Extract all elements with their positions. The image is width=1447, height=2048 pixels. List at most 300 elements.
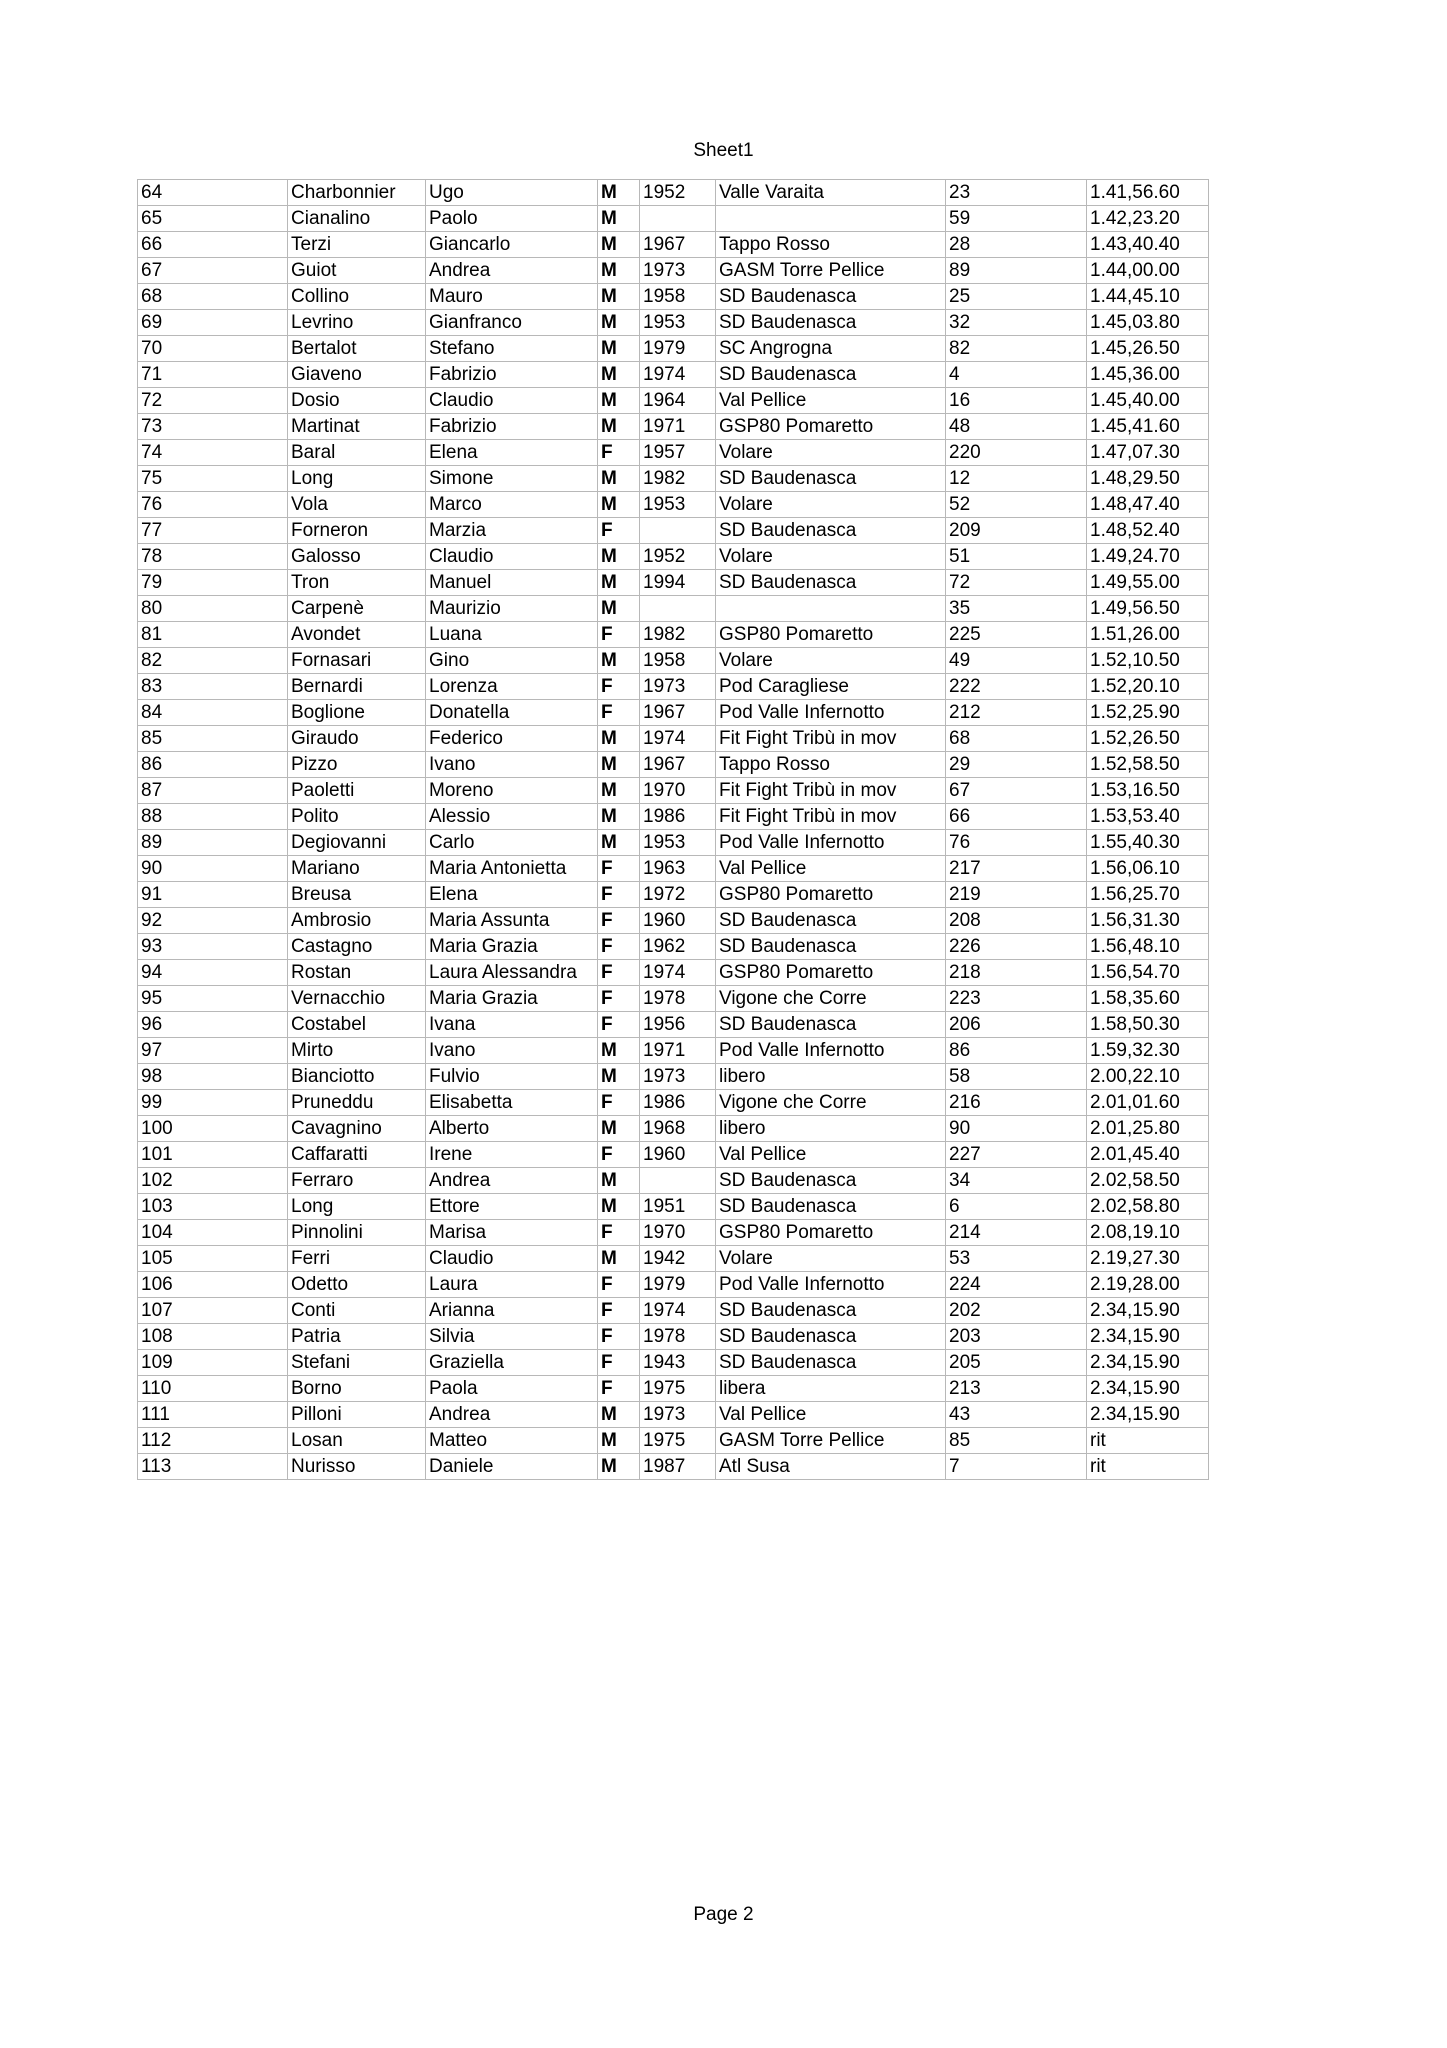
year-cell: 1973 bbox=[640, 674, 716, 700]
surname-cell: Conti bbox=[288, 1298, 426, 1324]
bib-cell: 6 bbox=[946, 1194, 1087, 1220]
bib-cell: 225 bbox=[946, 622, 1087, 648]
year-cell: 1974 bbox=[640, 1298, 716, 1324]
surname-cell: Martinat bbox=[288, 414, 426, 440]
table-row bbox=[138, 518, 1209, 544]
club-cell: Pod Valle Infernotto bbox=[716, 1272, 946, 1298]
club-cell: libero bbox=[716, 1116, 946, 1142]
year-cell: 1958 bbox=[640, 648, 716, 674]
time-cell: 1.56,48.10 bbox=[1087, 934, 1209, 960]
bib-cell: 218 bbox=[946, 960, 1087, 986]
sex-cell: F bbox=[598, 440, 640, 466]
rank-cell: 90 bbox=[138, 856, 288, 882]
rank-cell: 81 bbox=[138, 622, 288, 648]
sex-cell: M bbox=[598, 258, 640, 284]
table-row bbox=[138, 1168, 1209, 1194]
year-cell: 1975 bbox=[640, 1428, 716, 1454]
rank-cell: 100 bbox=[138, 1116, 288, 1142]
bib-cell: 66 bbox=[946, 804, 1087, 830]
surname-cell: Fornasari bbox=[288, 648, 426, 674]
name-cell: Paola bbox=[426, 1376, 598, 1402]
name-cell: Claudio bbox=[426, 1246, 598, 1272]
time-cell: 2.34,15.90 bbox=[1087, 1324, 1209, 1350]
time-cell: 1.52,25.90 bbox=[1087, 700, 1209, 726]
rank-cell: 85 bbox=[138, 726, 288, 752]
surname-cell: Levrino bbox=[288, 310, 426, 336]
sex-cell: F bbox=[598, 1142, 640, 1168]
time-cell: 2.01,45.40 bbox=[1087, 1142, 1209, 1168]
club-cell bbox=[716, 206, 946, 232]
sex-cell: F bbox=[598, 1272, 640, 1298]
sex-cell: F bbox=[598, 934, 640, 960]
rank-cell: 80 bbox=[138, 596, 288, 622]
surname-cell: Dosio bbox=[288, 388, 426, 414]
surname-cell: Breusa bbox=[288, 882, 426, 908]
table-row bbox=[138, 882, 1209, 908]
table-row bbox=[138, 1064, 1209, 1090]
name-cell: Claudio bbox=[426, 544, 598, 570]
year-cell: 1973 bbox=[640, 1402, 716, 1428]
year-cell: 1974 bbox=[640, 726, 716, 752]
sex-cell: M bbox=[598, 1402, 640, 1428]
name-cell: Claudio bbox=[426, 388, 598, 414]
surname-cell: Odetto bbox=[288, 1272, 426, 1298]
name-cell: Moreno bbox=[426, 778, 598, 804]
table-row bbox=[138, 1012, 1209, 1038]
bib-cell: 224 bbox=[946, 1272, 1087, 1298]
bib-cell: 68 bbox=[946, 726, 1087, 752]
time-cell: 1.49,55.00 bbox=[1087, 570, 1209, 596]
bib-cell: 52 bbox=[946, 492, 1087, 518]
club-cell: SD Baudenasca bbox=[716, 284, 946, 310]
time-cell: 1.44,00.00 bbox=[1087, 258, 1209, 284]
table-row bbox=[138, 830, 1209, 856]
time-cell: 2.19,28.00 bbox=[1087, 1272, 1209, 1298]
bib-cell: 217 bbox=[946, 856, 1087, 882]
bib-cell: 90 bbox=[946, 1116, 1087, 1142]
table-row bbox=[138, 1272, 1209, 1298]
bib-cell: 223 bbox=[946, 986, 1087, 1012]
year-cell: 1979 bbox=[640, 1272, 716, 1298]
club-cell bbox=[716, 596, 946, 622]
sex-cell: M bbox=[598, 1038, 640, 1064]
time-cell: 1.49,24.70 bbox=[1087, 544, 1209, 570]
rank-cell: 94 bbox=[138, 960, 288, 986]
sex-cell: M bbox=[598, 778, 640, 804]
table-row bbox=[138, 700, 1209, 726]
club-cell: Volare bbox=[716, 1246, 946, 1272]
name-cell: Daniele bbox=[426, 1454, 598, 1480]
bib-cell: 28 bbox=[946, 232, 1087, 258]
table-row bbox=[138, 206, 1209, 232]
table-row bbox=[138, 258, 1209, 284]
rank-cell: 74 bbox=[138, 440, 288, 466]
table-row bbox=[138, 440, 1209, 466]
sex-cell: M bbox=[598, 1428, 640, 1454]
name-cell: Giancarlo bbox=[426, 232, 598, 258]
year-cell bbox=[640, 596, 716, 622]
year-cell: 1963 bbox=[640, 856, 716, 882]
sex-cell: M bbox=[598, 466, 640, 492]
time-cell: 1.52,20.10 bbox=[1087, 674, 1209, 700]
surname-cell: Paoletti bbox=[288, 778, 426, 804]
time-cell: 1.58,35.60 bbox=[1087, 986, 1209, 1012]
time-cell: 1.45,03.80 bbox=[1087, 310, 1209, 336]
club-cell: Volare bbox=[716, 440, 946, 466]
sex-cell: M bbox=[598, 1168, 640, 1194]
surname-cell: Long bbox=[288, 466, 426, 492]
club-cell: Val Pellice bbox=[716, 1142, 946, 1168]
table-row bbox=[138, 908, 1209, 934]
sex-cell: M bbox=[598, 1194, 640, 1220]
sex-cell: M bbox=[598, 336, 640, 362]
club-cell: SD Baudenasca bbox=[716, 1324, 946, 1350]
name-cell: Stefano bbox=[426, 336, 598, 362]
surname-cell: Polito bbox=[288, 804, 426, 830]
rank-cell: 70 bbox=[138, 336, 288, 362]
bib-cell: 85 bbox=[946, 1428, 1087, 1454]
club-cell: Volare bbox=[716, 544, 946, 570]
rank-cell: 87 bbox=[138, 778, 288, 804]
bib-cell: 53 bbox=[946, 1246, 1087, 1272]
name-cell: Ivana bbox=[426, 1012, 598, 1038]
year-cell: 1953 bbox=[640, 830, 716, 856]
table-row bbox=[138, 1142, 1209, 1168]
table-row bbox=[138, 1090, 1209, 1116]
name-cell: Maria Antonietta bbox=[426, 856, 598, 882]
year-cell: 1956 bbox=[640, 1012, 716, 1038]
rank-cell: 104 bbox=[138, 1220, 288, 1246]
table-row bbox=[138, 804, 1209, 830]
name-cell: Maria Grazia bbox=[426, 934, 598, 960]
rank-cell: 111 bbox=[138, 1402, 288, 1428]
rank-cell: 67 bbox=[138, 258, 288, 284]
name-cell: Gino bbox=[426, 648, 598, 674]
club-cell: SD Baudenasca bbox=[716, 466, 946, 492]
table-row bbox=[138, 778, 1209, 804]
time-cell: rit bbox=[1087, 1454, 1209, 1480]
bib-cell: 222 bbox=[946, 674, 1087, 700]
sex-cell: M bbox=[598, 570, 640, 596]
time-cell: 1.52,26.50 bbox=[1087, 726, 1209, 752]
bib-cell: 7 bbox=[946, 1454, 1087, 1480]
year-cell: 1978 bbox=[640, 986, 716, 1012]
time-cell: 1.59,32.30 bbox=[1087, 1038, 1209, 1064]
rank-cell: 65 bbox=[138, 206, 288, 232]
name-cell: Mauro bbox=[426, 284, 598, 310]
time-cell: rit bbox=[1087, 1428, 1209, 1454]
table-row bbox=[138, 570, 1209, 596]
sex-cell: M bbox=[598, 1454, 640, 1480]
club-cell: GSP80 Pomaretto bbox=[716, 882, 946, 908]
name-cell: Elena bbox=[426, 440, 598, 466]
bib-cell: 43 bbox=[946, 1402, 1087, 1428]
name-cell: Fabrizio bbox=[426, 414, 598, 440]
name-cell: Alessio bbox=[426, 804, 598, 830]
club-cell: Vigone che Corre bbox=[716, 1090, 946, 1116]
rank-cell: 88 bbox=[138, 804, 288, 830]
table-row bbox=[138, 1324, 1209, 1350]
club-cell: SD Baudenasca bbox=[716, 934, 946, 960]
surname-cell: Pinnolini bbox=[288, 1220, 426, 1246]
name-cell: Marco bbox=[426, 492, 598, 518]
rank-cell: 95 bbox=[138, 986, 288, 1012]
sex-cell: M bbox=[598, 414, 640, 440]
rank-cell: 109 bbox=[138, 1350, 288, 1376]
club-cell: GSP80 Pomaretto bbox=[716, 414, 946, 440]
club-cell: GSP80 Pomaretto bbox=[716, 622, 946, 648]
sex-cell: F bbox=[598, 700, 640, 726]
club-cell: GSP80 Pomaretto bbox=[716, 1220, 946, 1246]
time-cell: 1.56,31.30 bbox=[1087, 908, 1209, 934]
time-cell: 2.02,58.80 bbox=[1087, 1194, 1209, 1220]
rank-cell: 103 bbox=[138, 1194, 288, 1220]
rank-cell: 96 bbox=[138, 1012, 288, 1038]
bib-cell: 220 bbox=[946, 440, 1087, 466]
club-cell: Pod Valle Infernotto bbox=[716, 700, 946, 726]
club-cell: SD Baudenasca bbox=[716, 1194, 946, 1220]
sex-cell: M bbox=[598, 232, 640, 258]
bib-cell: 58 bbox=[946, 1064, 1087, 1090]
sex-cell: F bbox=[598, 674, 640, 700]
sex-cell: M bbox=[598, 726, 640, 752]
name-cell: Ivano bbox=[426, 1038, 598, 1064]
table-row bbox=[138, 180, 1209, 206]
bib-cell: 51 bbox=[946, 544, 1087, 570]
sex-cell: F bbox=[598, 1376, 640, 1402]
time-cell: 1.49,56.50 bbox=[1087, 596, 1209, 622]
table-row bbox=[138, 336, 1209, 362]
table-row bbox=[138, 622, 1209, 648]
club-cell: GASM Torre Pellice bbox=[716, 258, 946, 284]
results-table bbox=[137, 179, 1209, 1480]
year-cell: 1970 bbox=[640, 778, 716, 804]
rank-cell: 91 bbox=[138, 882, 288, 908]
sex-cell: M bbox=[598, 544, 640, 570]
name-cell: Donatella bbox=[426, 700, 598, 726]
surname-cell: Stefani bbox=[288, 1350, 426, 1376]
sex-cell: M bbox=[598, 206, 640, 232]
year-cell: 1973 bbox=[640, 258, 716, 284]
club-cell: Volare bbox=[716, 648, 946, 674]
time-cell: 2.08,19.10 bbox=[1087, 1220, 1209, 1246]
name-cell: Maria Grazia bbox=[426, 986, 598, 1012]
bib-cell: 227 bbox=[946, 1142, 1087, 1168]
sex-cell: F bbox=[598, 882, 640, 908]
year-cell: 1942 bbox=[640, 1246, 716, 1272]
rank-cell: 89 bbox=[138, 830, 288, 856]
surname-cell: Rostan bbox=[288, 960, 426, 986]
table-row bbox=[138, 414, 1209, 440]
surname-cell: Mariano bbox=[288, 856, 426, 882]
rank-cell: 107 bbox=[138, 1298, 288, 1324]
year-cell: 1986 bbox=[640, 804, 716, 830]
club-cell: Val Pellice bbox=[716, 856, 946, 882]
rank-cell: 75 bbox=[138, 466, 288, 492]
sex-cell: M bbox=[598, 596, 640, 622]
name-cell: Maria Assunta bbox=[426, 908, 598, 934]
table-row bbox=[138, 284, 1209, 310]
rank-cell: 108 bbox=[138, 1324, 288, 1350]
time-cell: 1.42,23.20 bbox=[1087, 206, 1209, 232]
club-cell: Tappo Rosso bbox=[716, 232, 946, 258]
table-row bbox=[138, 1350, 1209, 1376]
surname-cell: Castagno bbox=[288, 934, 426, 960]
table-row bbox=[138, 492, 1209, 518]
name-cell: Carlo bbox=[426, 830, 598, 856]
time-cell: 1.56,06.10 bbox=[1087, 856, 1209, 882]
sex-cell: M bbox=[598, 388, 640, 414]
name-cell: Arianna bbox=[426, 1298, 598, 1324]
year-cell: 1971 bbox=[640, 414, 716, 440]
time-cell: 1.53,53.40 bbox=[1087, 804, 1209, 830]
rank-cell: 97 bbox=[138, 1038, 288, 1064]
table-row bbox=[138, 466, 1209, 492]
time-cell: 1.45,40.00 bbox=[1087, 388, 1209, 414]
club-cell: SD Baudenasca bbox=[716, 570, 946, 596]
surname-cell: Ambrosio bbox=[288, 908, 426, 934]
name-cell: Lorenza bbox=[426, 674, 598, 700]
table-row bbox=[138, 960, 1209, 986]
sex-cell: M bbox=[598, 752, 640, 778]
rank-cell: 112 bbox=[138, 1428, 288, 1454]
club-cell: Pod Caragliese bbox=[716, 674, 946, 700]
time-cell: 1.48,47.40 bbox=[1087, 492, 1209, 518]
table-row bbox=[138, 1402, 1209, 1428]
time-cell: 2.01,01.60 bbox=[1087, 1090, 1209, 1116]
rank-cell: 82 bbox=[138, 648, 288, 674]
surname-cell: Tron bbox=[288, 570, 426, 596]
time-cell: 1.52,58.50 bbox=[1087, 752, 1209, 778]
sex-cell: M bbox=[598, 830, 640, 856]
surname-cell: Bernardi bbox=[288, 674, 426, 700]
name-cell: Irene bbox=[426, 1142, 598, 1168]
year-cell: 1952 bbox=[640, 544, 716, 570]
time-cell: 1.53,16.50 bbox=[1087, 778, 1209, 804]
surname-cell: Galosso bbox=[288, 544, 426, 570]
table-row bbox=[138, 1194, 1209, 1220]
year-cell: 1968 bbox=[640, 1116, 716, 1142]
year-cell: 1974 bbox=[640, 362, 716, 388]
bib-cell: 89 bbox=[946, 258, 1087, 284]
club-cell: SD Baudenasca bbox=[716, 1012, 946, 1038]
year-cell: 1982 bbox=[640, 622, 716, 648]
name-cell: Ettore bbox=[426, 1194, 598, 1220]
bib-cell: 48 bbox=[946, 414, 1087, 440]
bib-cell: 23 bbox=[946, 180, 1087, 206]
table-row bbox=[138, 752, 1209, 778]
time-cell: 1.45,41.60 bbox=[1087, 414, 1209, 440]
rank-cell: 69 bbox=[138, 310, 288, 336]
time-cell: 2.02,58.50 bbox=[1087, 1168, 1209, 1194]
table-row bbox=[138, 856, 1209, 882]
time-cell: 1.55,40.30 bbox=[1087, 830, 1209, 856]
surname-cell: Vola bbox=[288, 492, 426, 518]
name-cell: Gianfranco bbox=[426, 310, 598, 336]
table-row bbox=[138, 1298, 1209, 1324]
surname-cell: Boglione bbox=[288, 700, 426, 726]
surname-cell: Vernacchio bbox=[288, 986, 426, 1012]
time-cell: 1.43,40.40 bbox=[1087, 232, 1209, 258]
rank-cell: 110 bbox=[138, 1376, 288, 1402]
club-cell: libero bbox=[716, 1064, 946, 1090]
bib-cell: 67 bbox=[946, 778, 1087, 804]
rank-cell: 105 bbox=[138, 1246, 288, 1272]
sex-cell: F bbox=[598, 1350, 640, 1376]
rank-cell: 101 bbox=[138, 1142, 288, 1168]
club-cell: SD Baudenasca bbox=[716, 362, 946, 388]
rank-cell: 93 bbox=[138, 934, 288, 960]
year-cell: 1978 bbox=[640, 1324, 716, 1350]
club-cell: Fit Fight Tribù in mov bbox=[716, 778, 946, 804]
sex-cell: F bbox=[598, 1324, 640, 1350]
year-cell: 1960 bbox=[640, 908, 716, 934]
time-cell: 1.56,25.70 bbox=[1087, 882, 1209, 908]
surname-cell: Costabel bbox=[288, 1012, 426, 1038]
bib-cell: 213 bbox=[946, 1376, 1087, 1402]
results-body bbox=[138, 180, 1209, 1480]
name-cell: Matteo bbox=[426, 1428, 598, 1454]
name-cell: Ugo bbox=[426, 180, 598, 206]
rank-cell: 83 bbox=[138, 674, 288, 700]
club-cell: SD Baudenasca bbox=[716, 908, 946, 934]
rank-cell: 86 bbox=[138, 752, 288, 778]
rank-cell: 66 bbox=[138, 232, 288, 258]
year-cell: 1986 bbox=[640, 1090, 716, 1116]
club-cell: Pod Valle Infernotto bbox=[716, 1038, 946, 1064]
surname-cell: Cavagnino bbox=[288, 1116, 426, 1142]
surname-cell: Patria bbox=[288, 1324, 426, 1350]
year-cell: 1943 bbox=[640, 1350, 716, 1376]
bib-cell: 212 bbox=[946, 700, 1087, 726]
time-cell: 2.34,15.90 bbox=[1087, 1298, 1209, 1324]
table-row bbox=[138, 1116, 1209, 1142]
bib-cell: 208 bbox=[946, 908, 1087, 934]
club-cell: SD Baudenasca bbox=[716, 518, 946, 544]
surname-cell: Giaveno bbox=[288, 362, 426, 388]
club-cell: libera bbox=[716, 1376, 946, 1402]
club-cell: SD Baudenasca bbox=[716, 310, 946, 336]
name-cell: Laura Alessandra bbox=[426, 960, 598, 986]
bib-cell: 59 bbox=[946, 206, 1087, 232]
name-cell: Marzia bbox=[426, 518, 598, 544]
time-cell: 1.56,54.70 bbox=[1087, 960, 1209, 986]
bib-cell: 4 bbox=[946, 362, 1087, 388]
name-cell: Elena bbox=[426, 882, 598, 908]
bib-cell: 216 bbox=[946, 1090, 1087, 1116]
sex-cell: F bbox=[598, 518, 640, 544]
year-cell: 1982 bbox=[640, 466, 716, 492]
surname-cell: Caffaratti bbox=[288, 1142, 426, 1168]
surname-cell: Terzi bbox=[288, 232, 426, 258]
name-cell: Marisa bbox=[426, 1220, 598, 1246]
table-row bbox=[138, 388, 1209, 414]
name-cell: Andrea bbox=[426, 1402, 598, 1428]
name-cell: Andrea bbox=[426, 1168, 598, 1194]
year-cell: 1967 bbox=[640, 700, 716, 726]
name-cell: Andrea bbox=[426, 258, 598, 284]
year-cell: 1953 bbox=[640, 310, 716, 336]
surname-cell: Bianciotto bbox=[288, 1064, 426, 1090]
rank-cell: 113 bbox=[138, 1454, 288, 1480]
name-cell: Fulvio bbox=[426, 1064, 598, 1090]
table-row bbox=[138, 726, 1209, 752]
club-cell: Pod Valle Infernotto bbox=[716, 830, 946, 856]
year-cell: 1962 bbox=[640, 934, 716, 960]
surname-cell: Guiot bbox=[288, 258, 426, 284]
sex-cell: F bbox=[598, 1012, 640, 1038]
club-cell: SD Baudenasca bbox=[716, 1350, 946, 1376]
